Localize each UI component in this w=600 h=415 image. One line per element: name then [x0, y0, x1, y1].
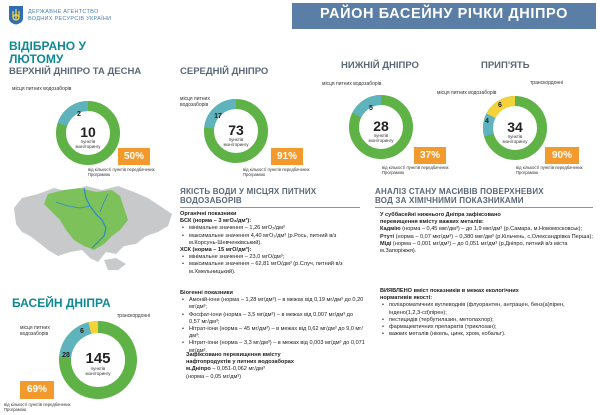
middle-total: 73: [228, 122, 244, 138]
prypiat-total-label: пунктів моніторингу: [502, 134, 528, 144]
lower-percent-note: від кількості пунктів передбачених Програмою: [382, 165, 449, 175]
upper-dnipro-title: ВЕРХНІЙ ДНІПРО ТА ДЕСНА: [9, 66, 142, 77]
list-item: • Амоній-іони (норма – 1,28 мг/дм³) – в межах від 0,19 мг/дм³ до 0,20 мг/дм³;: [180, 297, 365, 311]
dnipro-total: 145: [85, 350, 111, 367]
organic-heading: Органічні показники: [180, 211, 237, 217]
lower-dnipro-title: НИЖНІЙ ДНІПРО: [341, 60, 419, 71]
upper-percent-note: від кількості пунктів передбачених Програмою: [88, 167, 155, 177]
upper-drinking-value: 2: [77, 111, 81, 118]
emblem: [8, 5, 24, 25]
lower-drinking-label: місця питних водозаборів: [322, 81, 382, 87]
upper-total-label: пунктів моніторингу: [75, 139, 101, 149]
mercury-row: Ртуті (норма – 0,07 мкг/дм³) – 0,380 мкг/дм³ (р.Кільчень, с.Олександрівка Перша);: [380, 233, 593, 240]
biogenic-heading: Біогенні показники: [180, 290, 233, 296]
prypiat-percent-note: від кількості пунктів передбачених Програмою: [516, 165, 583, 175]
dnipro-total-label: пунктів моніторингу: [85, 366, 111, 376]
cadmium-row: Кадмію (норма – 0,45 мкг/дм³) – до 1,9 мкг/дм³ (р.Самара, м.Новомосковськ);: [380, 226, 583, 233]
upper-drinking-label: місця питних водозаборів: [12, 86, 72, 92]
middle-drinking-value: 17: [214, 113, 222, 120]
analysis-title: АНАЛІЗ СТАНУ МАСИВІВ ПОВЕРХНЕВИХ ВОД ЗА ХІМІЧНИМИ ПОКАЗНИКАМИ: [375, 187, 544, 205]
list-item: • пестицидів (тербутилазин, метолахлор);: [380, 317, 594, 324]
dnipro-percent-note: від кількості пунктів передбачених Програмою: [4, 402, 71, 412]
middle-percent-note: від кількості пунктів передбачених Програмою: [243, 167, 310, 177]
organic-indicators: [180, 211, 365, 276]
bsk-heading: БСК (норма – 3 мгО₂/дм³):: [180, 218, 252, 225]
bsk-max: • максимальне значення 4,40 мгО₂/дм³ (р.Рось, питний в/з м.Корсунь-Шевченківський).: [180, 233, 365, 247]
prypiat-transboundary-label: транскордонні: [530, 80, 564, 86]
list-item: • важких металів (нікель, цинк, хром, кобальт).: [380, 331, 594, 338]
upper-percent: 50%: [118, 148, 150, 165]
middle-dnipro-title: СЕРЕДНІЙ ДНІПРО: [180, 66, 269, 77]
upper-total: 10: [80, 124, 96, 140]
dnipro-transboundary-label: транскордонні: [117, 313, 151, 319]
quality-divider: [180, 207, 360, 208]
sampled-heading: ВІДІБРАНО У ЛЮТОМУ: [9, 39, 86, 66]
dnipro-percent: 69%: [20, 381, 54, 399]
biogenic-indicators: [180, 290, 365, 355]
dnipro-drinking-value: 28: [62, 352, 70, 359]
middle-drinking-label: місця питних водозаборів: [180, 96, 210, 108]
within-norms: ВИЯВЛЕНО вміст показників в межах екологічних нормативів якості: • поліароматичних вуглеводнів (флуорантен, антрацен, бенз(а)пірен, індено(1,2,3-cd)пірен); • пестицидів (тербутилазин, метолахлор); • фармацевтичних препаратів (триклозан); • важких металів (нікель, цинк, хром, кобальт).: [380, 288, 594, 338]
xsk-max: • максимальне значення – 62,81 мгО/дм³ (р.Случ, питний в/з м.Хмельницький).: [180, 261, 365, 275]
dnipro-drinking-label: місця питних водозаборів: [20, 325, 50, 337]
lower-drinking-value: 5: [369, 105, 373, 112]
dnipro-basin-title: БАСЕЙН ДНІПРА: [12, 296, 111, 310]
middle-total-label: пунктів моніторингу: [223, 137, 249, 147]
analysis-divider: [375, 207, 593, 208]
page-title: РАЙОН БАСЕЙНУ РІЧКИ ДНІПРО: [292, 3, 596, 29]
crimea: [104, 258, 126, 270]
list-item: • поліароматичних вуглеводнів (флуорантен, антрацен, бенз(а)пірен, індено(1,2,3-cd)пірен);: [380, 302, 594, 316]
oil-products-note: Зафіксовано перевищення вмісту нафтопродуктів у питних водозаборах м.Дніпро – 0,051-0,062 мг/дм³ (норма – 0,05 мг/дм³): [186, 352, 294, 380]
prypiat-percent: 90%: [545, 147, 579, 164]
quality-title: ЯКІСТЬ ВОДИ У МІСЦЯХ ПИТНИХ ВОДОЗАБОРІВ: [180, 187, 317, 205]
prypiat-transboundary-value: 6: [498, 102, 502, 109]
list-item: • Нітрат-іони (норма – 45 мг/дм³) – в межах від 0,62 мг/дм³ до 9,0 мг/дм³;: [180, 326, 365, 340]
xsk-min: • мінімальне значення – 23,0 мгО/дм³;: [180, 254, 365, 261]
prypiat-total: 34: [507, 119, 523, 135]
lower-percent: 37%: [414, 147, 446, 164]
lower-total: 28: [373, 118, 389, 134]
agency-name: ДЕРЖАВНЕ АГЕНТСТВО ВОДНИХ РЕСУРСІВ УКРАЇНИ: [28, 9, 112, 22]
list-item: • Нітрит-іони (норма – 3,3 мг/дм³) – в межах від 0,003 мг/дм³ до 0,071 мг/дм³.: [180, 340, 365, 354]
ukraine-map: [8, 180, 178, 275]
list-item: • фармацевтичних препаратів (триклозан);: [380, 324, 594, 331]
lower-total-label: пунктів моніторингу: [368, 133, 394, 143]
xsk-heading: ХСК (норма – 15 мгО/дм³):: [180, 247, 252, 254]
prypiat-drinking-value: 4: [485, 118, 489, 125]
bsk-min: • мінімальне значення – 1,26 мгО₂/дм³: [180, 225, 365, 232]
prypiat-title: ПРИП'ЯТЬ: [481, 60, 530, 71]
dnipro-transboundary-value: 6: [80, 328, 84, 335]
middle-percent: 91%: [271, 148, 303, 165]
list-item: • Фосфат-іони (норма – 3,5 мг/дм³) – в межах від 0,007 мг/дм³ до 0,57 мг/дм³;: [180, 312, 365, 326]
prypiat-drinking-label: місця питних водозаборів: [437, 90, 497, 96]
copper-row: Міді (норма – 0,001 мг/дм³) – до 0,051 мг/дм³ (р.Дніпро, питний в/з міста м.Запоріжжя).: [380, 240, 568, 255]
heavy-metals-exceedance: У суббасейні нижнього Дніпра зафіксовано перевищення вмісту важких металів: Кадмію (норма – 0,45 мкг/дм³) – до 1,9 мкг/дм³ (р.Самара, м.Новомосковськ); Ртуті (норма – 0,07 мкг/дм³) – 0,380 мкг/дм³ (р.Кільчень, с.Олександрівка Перша); Міді (норма – 0,001 мг/дм³) – до 0,051 мг/дм³ (р.Дніпро, питний в/з міста м.Запоріжжя).: [380, 212, 593, 255]
